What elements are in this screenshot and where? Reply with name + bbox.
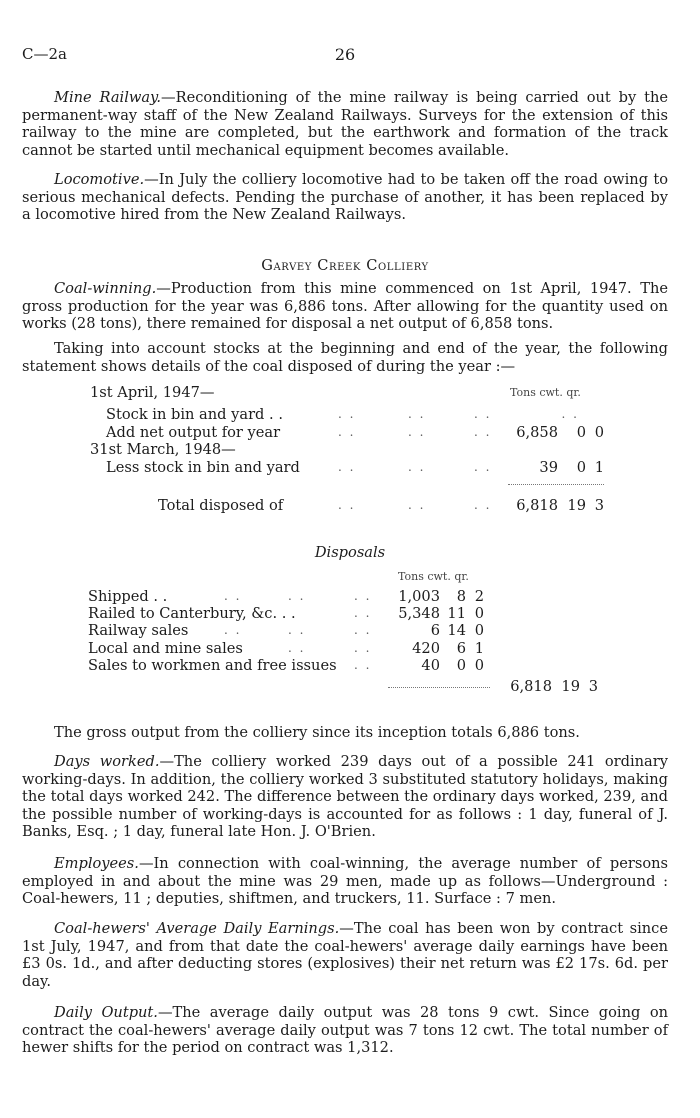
- row-qr: 0: [594, 424, 604, 441]
- table-row: [106, 424, 646, 442]
- disposals-col-header: Tons cwt. qr.: [398, 570, 469, 583]
- leader-dots: . .: [474, 425, 492, 439]
- heading-days-worked: Days worked.: [54, 753, 160, 770]
- row-qr: 2: [474, 588, 484, 605]
- stock-date-2: 31st March, 1948—: [90, 441, 236, 458]
- row-tons: 39: [539, 459, 558, 476]
- row-cwt: 6: [456, 640, 466, 657]
- row-qr: 0: [474, 657, 484, 674]
- total-cwt: 19: [567, 497, 586, 514]
- paragraph-mine-railway: [22, 89, 668, 159]
- table-row: [88, 640, 508, 658]
- section-title: [22, 257, 668, 275]
- table-row: [88, 588, 508, 606]
- leader-dots: . .: [288, 589, 306, 603]
- row-tons: 1,003: [398, 588, 440, 605]
- text-locomotive: —In July the colliery locomotive had to be taken off the road owing to serious mechanical defects. Pending the purchase of another, it has been replaced by a locomotive hired from the New Zealand Railways.: [22, 171, 668, 223]
- paragraph-daily-output: [22, 1004, 668, 1057]
- leader-dots: . .: [338, 460, 356, 474]
- row-tons: 6,858: [516, 424, 558, 441]
- text-earnings: —The coal has been won by contract since 1st July, 1947, and from that date the coal-hewers' average daily earnings have been £3 0s. 1d., and after deducting stores (explosives) their net return was £2 17s. 6d. per day.: [22, 920, 668, 990]
- row-label: Railed to Canterbury, &c. . .: [88, 605, 296, 622]
- row-qr: 1: [474, 640, 484, 657]
- leader-dots: . .: [354, 641, 372, 655]
- section-title-text: Garvey Creek Colliery: [261, 257, 429, 274]
- document-reference: C—2a: [22, 45, 67, 63]
- total-tons: 6,818: [510, 678, 552, 695]
- table-total-row: [106, 497, 646, 515]
- divider: [508, 484, 604, 485]
- leader-dots: . .: [408, 425, 426, 439]
- leader-dots: . .: [474, 460, 492, 474]
- leader-dots: . .: [354, 658, 372, 672]
- text-stocks: Taking into account stocks at the beginning and end of the year, the following statement shows details of the coal disposed of during the year :—: [22, 340, 668, 375]
- disposals-title: Disposals: [314, 544, 386, 561]
- row-tons: 420: [412, 640, 440, 657]
- row-qr: 0: [474, 605, 484, 622]
- paragraph-stocks: [22, 340, 668, 375]
- leader-dots: . .: [338, 425, 356, 439]
- heading-daily-output: Daily Output.: [54, 1004, 158, 1021]
- leader-dots: . .: [474, 498, 492, 512]
- leader-dots: . .: [354, 623, 372, 637]
- leader-dots: . .: [408, 407, 426, 421]
- leader-dots: . .: [354, 589, 372, 603]
- paragraph-gross-output: [22, 724, 668, 742]
- row-tons: 6: [430, 622, 440, 639]
- total-tons: 6,818: [516, 497, 558, 514]
- row-cwt: 0: [576, 459, 586, 476]
- text-mine-railway: —Reconditioning of the mine railway is being carried out by the permanent-way staff of the New Zealand Railways. Surveys for the extension of this railway to the mine are completed, but the earthwork and formation of the track cannot be started until mechanical equipment becomes available.: [22, 89, 669, 159]
- heading-employees: Employees.: [54, 855, 139, 872]
- leader-dots: . .: [408, 460, 426, 474]
- total-cwt: 19: [561, 678, 580, 695]
- leader-dots: . .: [288, 641, 306, 655]
- table-row: [106, 459, 646, 477]
- row-cwt: 14: [447, 622, 466, 639]
- row-label: Local and mine sales: [88, 640, 243, 657]
- stock-date-1: 1st April, 1947—: [90, 384, 215, 401]
- row-label: Stock in bin and yard . .: [106, 406, 283, 423]
- leader-dots: . .: [354, 606, 372, 620]
- paragraph-coal-winning: [22, 280, 668, 333]
- leader-dots: . .: [338, 498, 356, 512]
- page-header: [22, 46, 668, 68]
- row-tons: 5,348: [398, 605, 440, 622]
- row-cwt: 0: [456, 657, 466, 674]
- row-tons: 40: [421, 657, 440, 674]
- leader-dots: . .: [338, 407, 356, 421]
- total-qr: 3: [594, 497, 604, 514]
- table-total-row: [500, 678, 620, 696]
- heading-locomotive: Locomotive.: [54, 171, 145, 188]
- row-label: Railway sales: [88, 622, 189, 639]
- row-label: Add net output for year: [106, 424, 281, 441]
- page-number: 26: [334, 45, 356, 64]
- row-tons: . .: [561, 407, 579, 421]
- paragraph-days-worked: [22, 753, 668, 841]
- table-row: [88, 622, 508, 640]
- paragraph-earnings: [22, 920, 668, 990]
- text-days-worked: —The colliery worked 239 days out of a possible 241 ordinary working-days. In addition, the colliery worked 3 substituted statutory holidays, making the total days worked 242. The difference between the ordinary days worked, 239, and the possible number of working-days is accounted for as follows : 1 day, funeral of J. Banks, Esq. ; 1 day, funeral late Hon. J. O'Brien.: [22, 753, 668, 840]
- row-cwt: 11: [447, 605, 466, 622]
- paragraph-locomotive: [22, 171, 668, 224]
- text-gross-output: The gross output from the colliery since its inception totals 6,886 tons.: [54, 724, 580, 741]
- row-qr: 1: [594, 459, 604, 476]
- table-row: [88, 657, 508, 675]
- row-cwt: 8: [456, 588, 466, 605]
- text-daily-output: —The average daily output was 28 tons 9 cwt. Since going on contract the coal-hewers' average daily output was 7 tons 12 cwt. The total number of hewer shifts for the period on contract was 1,312.: [22, 1004, 669, 1056]
- table-row: [106, 406, 646, 424]
- row-label: Less stock in bin and yard: [106, 459, 300, 476]
- paragraph-employees: [22, 855, 668, 908]
- leader-dots: . .: [474, 407, 492, 421]
- total-qr: 3: [588, 678, 598, 695]
- row-label: Shipped . .: [88, 588, 168, 605]
- leader-dots: . .: [224, 623, 242, 637]
- leader-dots: . .: [288, 623, 306, 637]
- leader-dots: . .: [408, 498, 426, 512]
- heading-mine-railway: Mine Railway.: [54, 89, 162, 106]
- text-coal-winning: —Production from this mine commenced on 1st April, 1947. The gross production for the year was 6,886 tons. After allowing for the quantity used on works (28 tons), there remained for disposal a net output of 6,858 tons.: [22, 280, 668, 332]
- table-row: [88, 605, 508, 623]
- heading-earnings: Coal-hewers' Average Daily Earnings.: [54, 920, 340, 937]
- stock-col-header: Tons cwt. qr.: [510, 386, 581, 399]
- row-qr: 0: [474, 622, 484, 639]
- row-cwt: 0: [576, 424, 586, 441]
- row-label: Sales to workmen and free issues: [88, 657, 337, 674]
- divider: [388, 687, 490, 688]
- heading-coal-winning: Coal-winning.: [54, 280, 157, 297]
- total-label: Total disposed of: [158, 497, 284, 514]
- text-employees: —In connection with coal-winning, the average number of persons employed in and about the mine was 29 men, made up as follows—Underground : Coal-hewers, 11 ; deputies, shiftmen, and truckers, 11. Surface : 7 men.: [22, 855, 668, 907]
- leader-dots: . .: [224, 589, 242, 603]
